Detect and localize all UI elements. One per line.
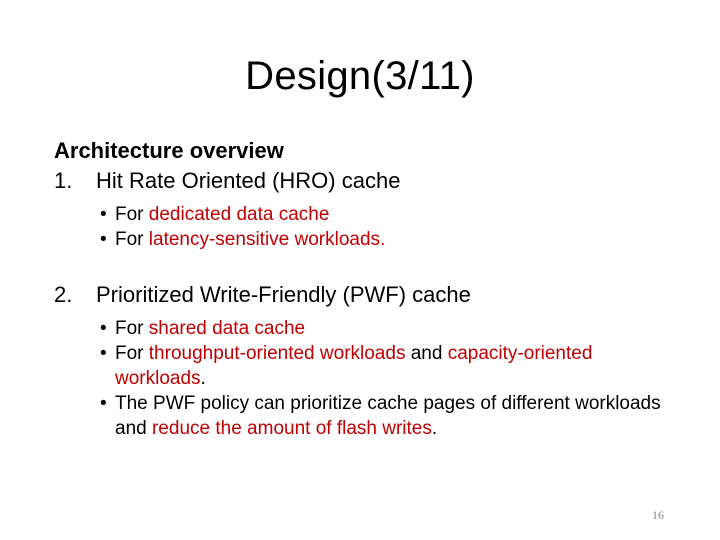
- bullet-item: [100, 341, 674, 391]
- bullet-item: [100, 202, 674, 227]
- bullet-glyph: •: [100, 393, 107, 414]
- bullet-glyph: •: [100, 229, 107, 250]
- bullet-middle: and: [405, 343, 448, 364]
- bullet-highlight: throughput-oriented workloads: [148, 343, 406, 364]
- bullet-highlight: latency-sensitive workloads: [148, 229, 381, 250]
- slide-content: [54, 136, 674, 441]
- page-number: 16: [652, 508, 664, 522]
- bullet-highlight: dedicated data cache: [148, 204, 330, 225]
- bullet-list-pwf: [54, 316, 674, 441]
- bullet-item: [100, 227, 674, 252]
- bullet-highlight-2: capacity-oriented workloads: [115, 343, 593, 389]
- item-number: 1.: [54, 168, 73, 193]
- bullet-prefix: The PWF policy can prioritize cache pages of different workloads and: [115, 393, 661, 439]
- bullet-item: [100, 316, 674, 341]
- numbered-item-pwf: [54, 280, 674, 310]
- bullet-suffix: .: [380, 229, 386, 250]
- bullet-item: [100, 391, 674, 441]
- section-heading: Architecture overview: [54, 138, 284, 163]
- bullet-prefix: For: [115, 229, 149, 250]
- bullet-list-hro: [54, 202, 674, 252]
- bullet-glyph: •: [100, 343, 107, 364]
- bullet-highlight: reduce the amount of flash writes: [151, 418, 432, 439]
- slide-title: Design(3/11): [245, 54, 475, 98]
- item-label: Prioritized Write-Friendly (PWF) cache: [96, 282, 471, 307]
- bullet-suffix: .: [431, 418, 438, 439]
- bullet-prefix: For: [115, 343, 149, 364]
- bullet-prefix: For: [115, 318, 149, 339]
- bullet-highlight: shared data cache: [148, 318, 306, 339]
- item-label: Hit Rate Oriented (HRO) cache: [96, 168, 401, 193]
- bullet-glyph: •: [100, 318, 107, 339]
- bullet-prefix: For: [115, 204, 149, 225]
- numbered-item-hro: [54, 166, 674, 196]
- bullet-suffix: .: [200, 368, 206, 389]
- bullet-glyph: •: [100, 204, 107, 225]
- item-number: 2.: [54, 282, 73, 307]
